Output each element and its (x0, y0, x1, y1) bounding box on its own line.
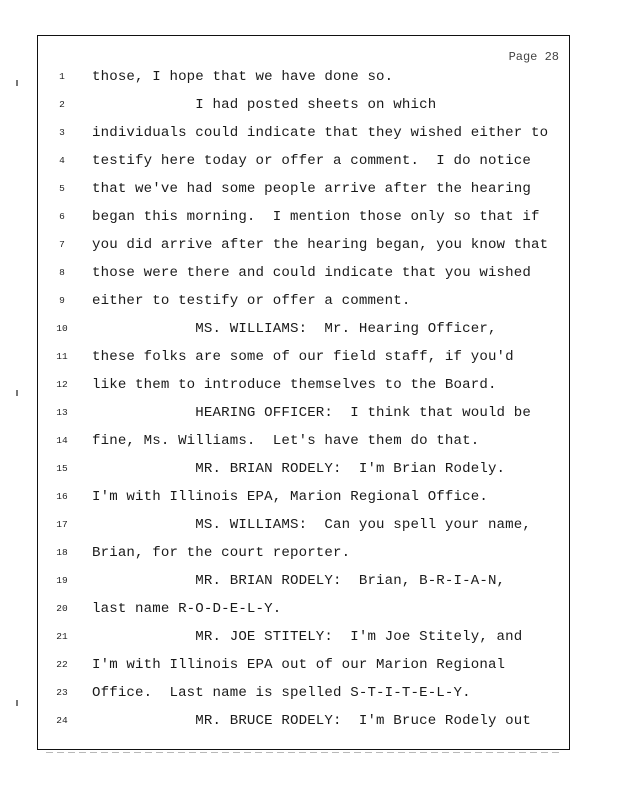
line-text: MS. WILLIAMS: Can you spell your name, (92, 517, 531, 533)
line-number: 13 (56, 407, 68, 418)
line-text: MR. BRIAN RODELY: I'm Brian Rodely. (92, 461, 506, 477)
line-text: MR. BRIAN RODELY: Brian, B-R-I-A-N, (92, 573, 506, 589)
line-number: 14 (56, 435, 68, 446)
line-text: you did arrive after the hearing began, you know that (92, 237, 549, 253)
transcript-line (38, 545, 571, 569)
transcript-line (38, 321, 571, 345)
transcript-line (38, 265, 571, 289)
footer-rule (46, 752, 562, 753)
transcript-line (38, 573, 571, 597)
line-text: MS. WILLIAMS: Mr. Hearing Officer, (92, 321, 497, 337)
line-text: MR. BRUCE RODELY: I'm Bruce Rodely out (92, 713, 531, 729)
line-number: 1 (59, 71, 65, 82)
transcript-line (38, 433, 571, 457)
line-number: 9 (59, 295, 65, 306)
line-number: 12 (56, 379, 68, 390)
line-number: 2 (59, 99, 65, 110)
line-number: 20 (56, 603, 68, 614)
line-number: 8 (59, 267, 65, 278)
line-number: 22 (56, 659, 68, 670)
line-number: 19 (56, 575, 68, 586)
line-number: 7 (59, 239, 65, 250)
line-number: 23 (56, 687, 68, 698)
line-text: last name R-O-D-E-L-Y. (92, 601, 282, 617)
line-number: 16 (56, 491, 68, 502)
line-number: 24 (56, 715, 68, 726)
line-number: 5 (59, 183, 65, 194)
line-number: 10 (56, 323, 68, 334)
line-text: those were there and could indicate that you wished (92, 265, 531, 281)
margin-speck (16, 80, 18, 86)
line-text: like them to introduce themselves to the Board. (92, 377, 497, 393)
transcript-line (38, 237, 571, 261)
line-number: 11 (56, 351, 68, 362)
line-text: Office. Last name is spelled S-T-I-T-E-L-Y. (92, 685, 471, 701)
line-number: 17 (56, 519, 68, 530)
line-number: 6 (59, 211, 65, 222)
transcript-line (38, 125, 571, 149)
line-text: individuals could indicate that they wished either to (92, 125, 549, 141)
transcript-line (38, 489, 571, 513)
transcript-line (38, 405, 571, 429)
line-text: these folks are some of our field staff, if you'd (92, 349, 514, 365)
transcript-line (38, 69, 571, 93)
line-text: either to testify or offer a comment. (92, 293, 411, 309)
line-text: fine, Ms. Williams. Let's have them do that. (92, 433, 480, 449)
transcript-line (38, 181, 571, 205)
transcript-line (38, 629, 571, 653)
transcript-line (38, 461, 571, 485)
transcript-line (38, 601, 571, 625)
line-number: 18 (56, 547, 68, 558)
page-number: Page 28 (508, 50, 559, 64)
transcript-line (38, 377, 571, 401)
line-number: 15 (56, 463, 68, 474)
transcript-line (38, 97, 571, 121)
line-text: began this morning. I mention those only so that if (92, 209, 540, 225)
line-text: that we've had some people arrive after the hearing (92, 181, 531, 197)
line-text: MR. JOE STITELY: I'm Joe Stitely, and (92, 629, 523, 645)
transcript-line (38, 209, 571, 233)
margin-speck (16, 700, 18, 706)
line-text: those, I hope that we have done so. (92, 69, 394, 85)
margin-speck (16, 390, 18, 396)
line-text: testify here today or offer a comment. I do notice (92, 153, 531, 169)
line-number: 21 (56, 631, 68, 642)
line-text: HEARING OFFICER: I think that would be (92, 405, 531, 421)
transcript-line (38, 713, 571, 737)
transcript-line (38, 153, 571, 177)
transcript-line (38, 517, 571, 541)
transcript-line (38, 293, 571, 317)
transcript-line (38, 685, 571, 709)
line-text: I had posted sheets on which (92, 97, 437, 113)
transcript-page (37, 35, 570, 750)
line-text: I'm with Illinois EPA out of our Marion Regional (92, 657, 506, 673)
line-number: 3 (59, 127, 65, 138)
transcript-line (38, 349, 571, 373)
line-number: 4 (59, 155, 65, 166)
transcript-line (38, 657, 571, 681)
line-text: Brian, for the court reporter. (92, 545, 351, 561)
line-text: I'm with Illinois EPA, Marion Regional Office. (92, 489, 488, 505)
